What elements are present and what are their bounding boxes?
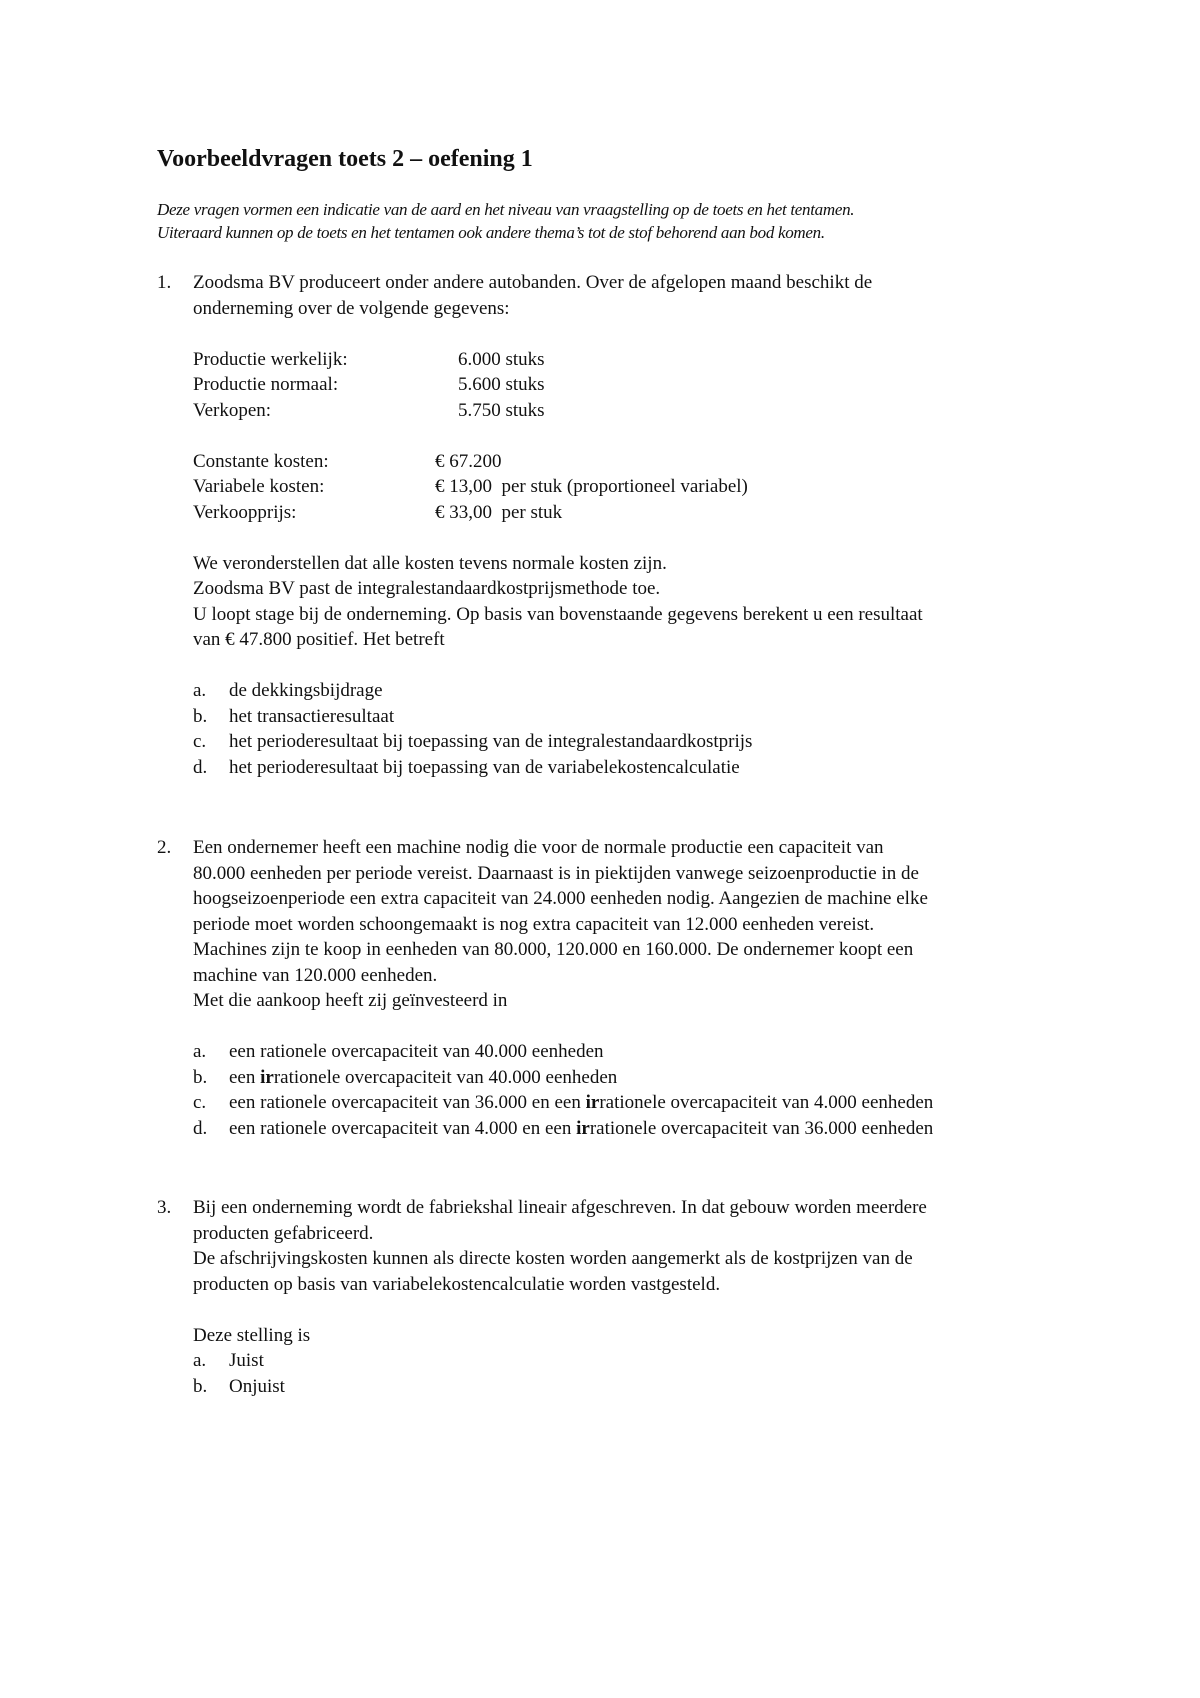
answer-option-b: [193, 704, 1053, 730]
answer-option-d: [193, 1116, 1053, 1142]
question-number: 1.: [157, 272, 172, 293]
question-body: [193, 270, 1053, 780]
option-text: Juist: [229, 1350, 264, 1371]
data-value: € 67.200: [435, 450, 502, 472]
question-line: machine van 120.000 eenheden.: [193, 964, 438, 986]
data-value: € 33,00 per stuk: [435, 501, 563, 523]
option-letter: d.: [193, 1117, 208, 1139]
question-number: 2.: [157, 837, 172, 858]
emphasis: ir: [585, 1092, 600, 1113]
intro-line: Uiteraard kunnen op de toets en het tentamen ook andere thema’s tot de stof behorend aan bod komen.: [157, 223, 825, 242]
option-text: een rationele overcapaciteit van 36.000 en een irrationele overcapaciteit van 4.000 eenheden: [229, 1092, 934, 1113]
question-line: Een ondernemer heeft een machine nodig die voor de normale productie een capaciteit van: [193, 837, 884, 858]
answer-option-a: [193, 1348, 1053, 1374]
question-line: U loopt stage bij de onderneming. Op basis van bovenstaande gegevens berekent u een resultaat: [193, 603, 923, 625]
data-label: Variabele kosten:: [193, 476, 325, 497]
question-line: Zoodsma BV past de integralestandaardkostprijsmethode toe.: [193, 578, 661, 599]
option-text: een rationele overcapaciteit van 40.000 eenheden: [229, 1041, 604, 1062]
option-letter: c.: [193, 731, 207, 752]
question-line: van € 47.800 positief. Het betreft: [193, 629, 445, 650]
option-letter: b.: [193, 705, 208, 727]
intro-text: [157, 198, 854, 244]
data-value: 6.000 stuks: [458, 348, 545, 370]
option-letter: c.: [193, 1092, 207, 1113]
option-text: het perioderesultaat bij toepassing van de variabelekostencalculatie: [229, 756, 740, 778]
data-row: [193, 398, 1053, 424]
option-text: de dekkingsbijdrage: [229, 680, 383, 701]
data-row: [193, 449, 1053, 475]
answer-option-d: [193, 755, 1053, 781]
question-line: De afschrijvingskosten kunnen als directe kosten worden aangemerkt als de kostprijzen van de: [193, 1248, 913, 1269]
question-body: [193, 835, 1053, 1141]
question-line: Bij een onderneming wordt de fabriekshal lineair afgeschreven. In dat gebouw worden meerdere: [193, 1197, 927, 1218]
data-label: Constante kosten:: [193, 450, 329, 472]
question-number: 3.: [157, 1197, 172, 1218]
statement-prompt: Deze stelling is: [193, 1324, 311, 1346]
answer-option-c: [193, 1090, 1053, 1116]
option-letter: a.: [193, 1041, 207, 1062]
answer-option-a: [193, 678, 1053, 704]
question-line: hoogseizoenperiode een extra capaciteit van 24.000 eenheden nodig. Aangezien de machine elke: [193, 888, 928, 909]
question-body: [193, 1195, 1053, 1399]
answer-option-b: [193, 1374, 1053, 1400]
question-line: Machines zijn te koop in eenheden van 80.000, 120.000 en 160.000. De ondernemer koopt een: [193, 939, 914, 960]
question-line: 80.000 eenheden per periode vereist. Daarnaast is in piektijden vanwege seizoenproductie in de: [193, 862, 919, 884]
question-line: producten gefabriceerd.: [193, 1222, 374, 1244]
data-label: Productie werkelijk:: [193, 348, 348, 370]
answer-option-a: [193, 1039, 1053, 1065]
data-label: Verkopen:: [193, 399, 272, 421]
question-line: onderneming over de volgende gegevens:: [193, 297, 510, 319]
data-value: 5.600 stuks: [458, 374, 545, 395]
page-title: Voorbeeldvragen toets 2 – oefening 1: [157, 146, 533, 172]
data-row: [193, 474, 1053, 500]
data-label: Verkoopprijs:: [193, 501, 297, 523]
option-letter: a.: [193, 1350, 207, 1371]
data-row: [193, 347, 1053, 373]
option-letter: d.: [193, 756, 208, 778]
option-text: het transactieresultaat: [229, 705, 395, 727]
option-text: een irrationele overcapaciteit van 40.000 eenheden: [229, 1066, 618, 1088]
answer-option-b: [193, 1065, 1053, 1091]
answer-option-c: [193, 729, 1053, 755]
option-letter: a.: [193, 680, 207, 701]
intro-line: Deze vragen vormen een indicatie van de aard en het niveau van vraagstelling op de toets en het tentamen.: [157, 200, 855, 219]
option-letter: b.: [193, 1375, 208, 1397]
data-row: [193, 372, 1053, 398]
data-value: 5.750 stuks: [458, 399, 545, 421]
question-line: periode moet worden schoongemaakt is nog extra capaciteit van 12.000 eenheden vereist.: [193, 913, 875, 935]
emphasis: ir: [260, 1066, 274, 1088]
emphasis: ir: [576, 1117, 590, 1139]
data-value: € 13,00 per stuk (proportioneel variabel): [435, 476, 748, 497]
option-text: een rationele overcapaciteit van 4.000 en een irrationele overcapaciteit van 36.000 eenheden: [229, 1117, 934, 1139]
question-line: Zoodsma BV produceert onder andere autobanden. Over de afgelopen maand beschikt de: [193, 272, 873, 293]
option-text: het perioderesultaat bij toepassing van de integralestandaardkostprijs: [229, 731, 753, 752]
option-text: Onjuist: [229, 1375, 285, 1397]
data-row: [193, 500, 1053, 526]
option-letter: b.: [193, 1066, 208, 1088]
question-line: We veronderstellen dat alle kosten tevens normale kosten zijn.: [193, 552, 667, 574]
question-line: Met die aankoop heeft zij geïnvesteerd in: [193, 990, 508, 1011]
data-label: Productie normaal:: [193, 374, 339, 395]
question-line: producten op basis van variabelekostencalculatie worden vastgesteld.: [193, 1273, 721, 1295]
